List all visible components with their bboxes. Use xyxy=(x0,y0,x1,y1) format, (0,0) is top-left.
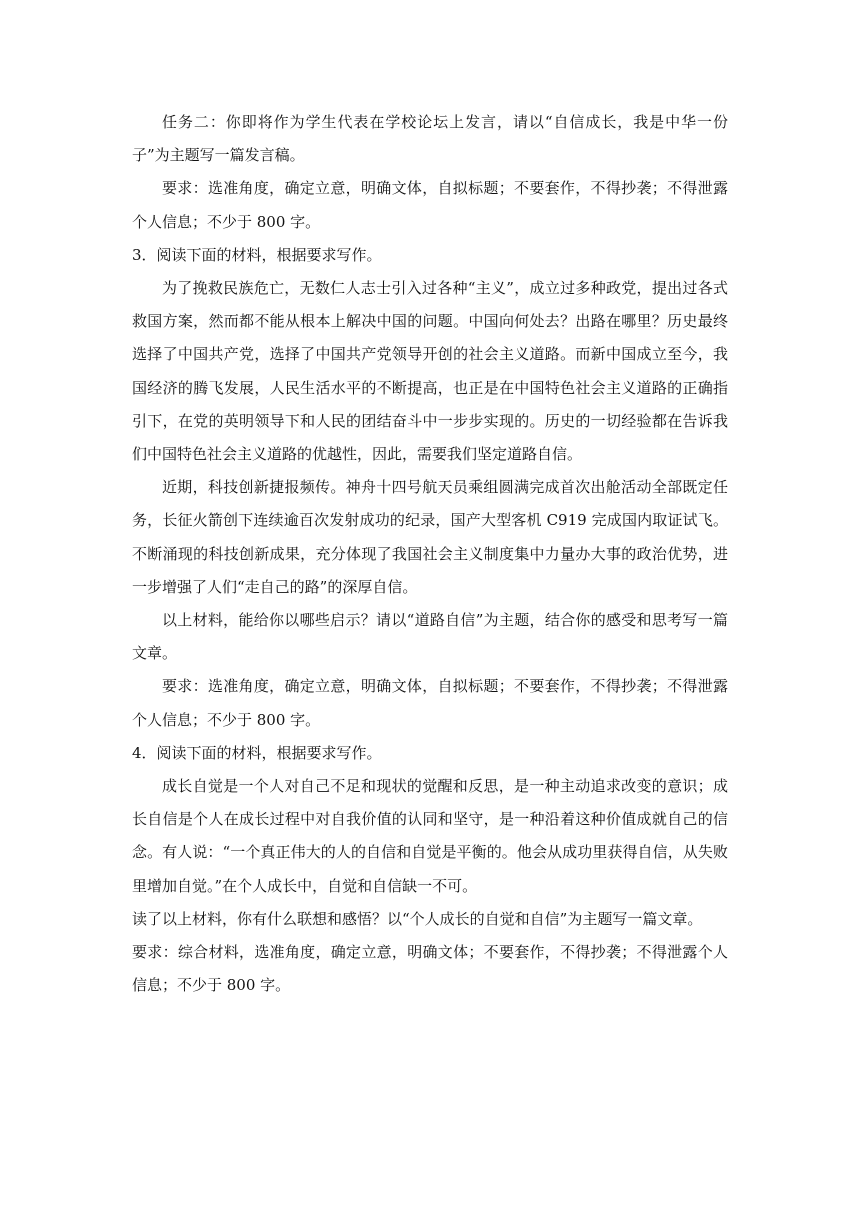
question-3-requirement-paragraph: 要求：选准角度，确定立意，明确文体，自拟标题；不要套作，不得抄袭；不得泄露个人信息；不少于 800 字。 xyxy=(132,677,728,729)
question-4-material-paragraph: 成长自觉是一个人对自己不足和现状的觉醒和反思，是一种主动追求改变的意识；成长自信是个人在成长过程中对自我价值的认同和坚守，是一种沿着这种价值成就自己的信念。有人说：“一个真正伟大的人的自信和自觉是平衡的。他会从成功里获得自信，从失败里增加自觉。”在个人成长中，自觉和自信缺一不可。 xyxy=(132,777,728,895)
document-body xyxy=(132,106,728,1002)
question-3-heading: 3．阅读下面的材料，根据要求写作。 xyxy=(132,245,382,264)
question-3-material-paragraph-1: 为了挽救民族危亡，无数仁人志士引入过各种“主义”，成立过多种政党，提出过各式救国方案，然而都不能从根本上解决中国的问题。中国向何处去？出路在哪里？历史最终选择了中国共产党，选择了中国共产党领导开创的社会主义道路。而新中国成立至今，我国经济的腾飞发展，人民生活水平的不断提高，也正是在中国特色社会主义道路的正确指引下，在党的英明领导下和人民的团结奋斗中一步步实现的。历史的一切经验都在告诉我们中国特色社会主义道路的优越性，因此，需要我们坚定道路自信。 xyxy=(132,279,728,464)
question-4-prompt-paragraph: 读了以上材料，你有什么联想和感悟？以“个人成长的自觉和自信”为主题写一篇文章。 xyxy=(132,909,703,928)
question-3-prompt-paragraph: 以上材料，能给你以哪些启示？请以“道路自信”为主题，结合你的感受和思考写一篇文章。 xyxy=(132,611,728,663)
question-4-requirement-paragraph: 要求：综合材料，选准角度，确定立意，明确文体；不要套作，不得抄袭；不得泄露个人信息；不少于 800 字。 xyxy=(132,943,728,995)
question-4-heading: 4．阅读下面的材料，根据要求写作。 xyxy=(132,743,382,762)
task-two-requirement-paragraph: 要求：选准角度，确定立意，明确文体，自拟标题；不要套作，不得抄袭；不得泄露个人信息；不少于 800 字。 xyxy=(132,179,728,231)
task-two-paragraph: 任务二：你即将作为学生代表在学校论坛上发言，请以“自信成长，我是中华一份子”为主题写一篇发言稿。 xyxy=(132,113,728,165)
question-3-material-paragraph-2: 近期，科技创新捷报频传。神舟十四号航天员乘组圆满完成首次出舱活动全部既定任务，长征火箭创下连续逾百次发射成功的纪录，国产大型客机 C919 完成国内取证试飞。不断涌现的科技创新成果，充分体现了我国社会主义制度集中力量办大事的政治优势，进一步增强了人们“走自己的路”的深厚自信。 xyxy=(132,478,728,596)
